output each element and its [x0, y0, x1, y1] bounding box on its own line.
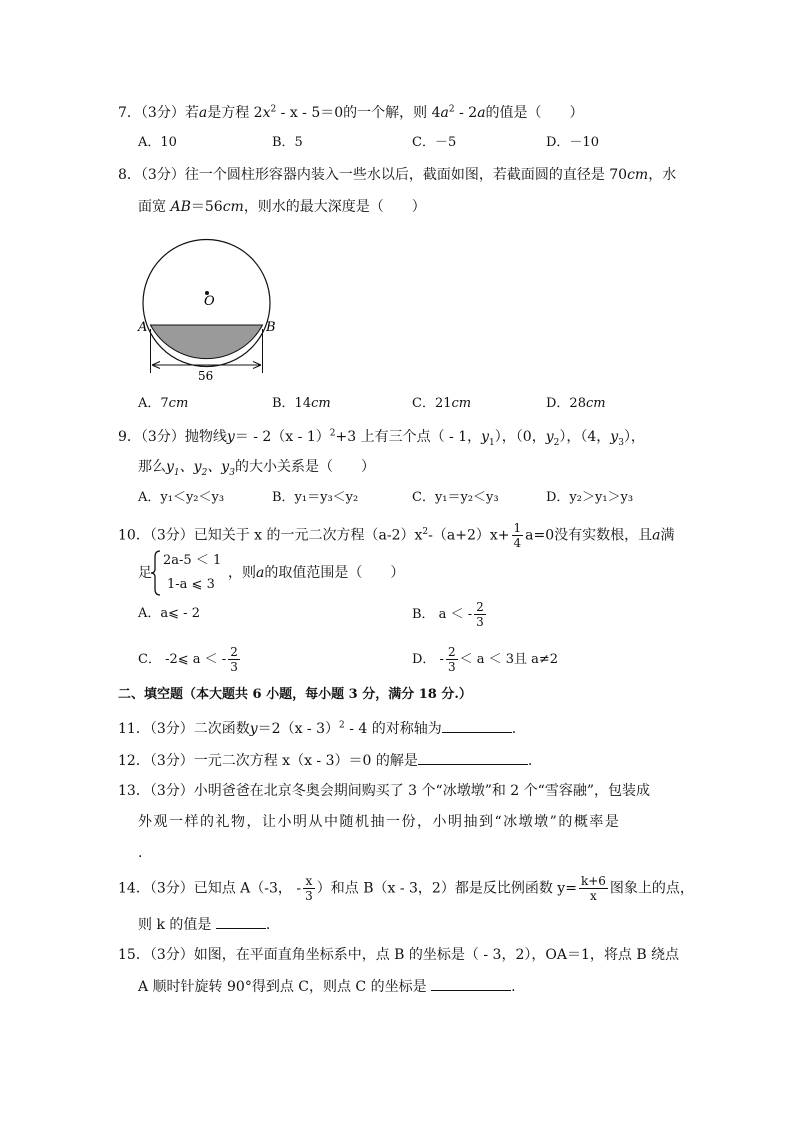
q10-option-b-num: 2 — [476, 600, 484, 614]
q7-stem-mid: 是方程 2 — [207, 105, 263, 121]
q10-line1c: a=0没有实数根，且 — [525, 527, 653, 544]
q8-option-b[interactable] — [272, 395, 331, 413]
q10-inequality-2: 1-a ⩽ 3 — [167, 577, 215, 592]
q10-var-a: a — [652, 527, 661, 544]
q7-stem-mid3: - 2 — [454, 105, 478, 121]
question-8 — [118, 165, 676, 185]
q8-line1a: （3分）往一个圆柱形容器内装入一些水以后，截面如图，若截面圆的直径是 70 — [140, 167, 628, 183]
question-9 — [118, 427, 645, 447]
q8-option-c-unit: cm — [451, 396, 472, 411]
q14-frac1-den: 3 — [305, 889, 313, 903]
q7-option-c[interactable]: C．－5 — [412, 135, 457, 150]
q10-option-d[interactable] — [412, 645, 558, 674]
q15-line2-text: A 顺时针旋转 90°得到点 C，则点 C 的坐标是 — [138, 979, 427, 995]
q10-line2-text: ，则 — [228, 565, 256, 581]
q15-answer-blank[interactable] — [431, 976, 511, 991]
q10-fraction — [512, 521, 524, 550]
q9-line2b: 的大小关系是（ ） — [234, 459, 375, 475]
q15-number: 15． — [118, 947, 150, 963]
q12-answer-blank[interactable] — [418, 750, 528, 765]
q10-option-d-text: D． - — [412, 652, 444, 667]
q10-brace — [150, 549, 162, 597]
q13-line2: 外观一样的礼物，让小明从中随机抽一份，小明抽到“冰墩墩”的概率是 — [138, 814, 621, 830]
q14-line1a: （3分）已知点 A（-3， - — [149, 880, 302, 897]
q8-option-b-unit: cm — [311, 396, 331, 411]
q8-line2 — [138, 197, 426, 217]
q10-option-d-post: ＜ a ＜ 3且 a≠2 — [459, 652, 559, 667]
q14-answer-blank[interactable] — [216, 914, 266, 929]
q14-line2 — [138, 914, 270, 935]
q8-option-c-value: C．21 — [412, 396, 452, 411]
question-15 — [118, 945, 679, 965]
q10-line1b: -（a+2）x+ — [428, 527, 510, 544]
label-o: O — [204, 294, 215, 309]
q14-frac1-num: x — [303, 874, 315, 889]
q10-satisfy: 足 — [138, 565, 152, 581]
q10-option-c-text: C． -2⩽ a ＜ - — [138, 652, 227, 667]
q12-number: 12． — [118, 753, 150, 769]
q9-line2 — [138, 457, 375, 477]
q10-square: 2 — [422, 526, 429, 537]
q9-option-d[interactable]: D．y₂＞y₁＞y₃ — [546, 490, 634, 505]
q8-option-d-unit: cm — [585, 396, 606, 411]
q10-option-c-frac — [228, 645, 240, 674]
q8-circle-figure — [130, 225, 290, 385]
q14-fraction-2 — [579, 874, 608, 903]
q11-number: 11． — [118, 721, 150, 737]
q8-option-c[interactable] — [412, 395, 471, 413]
q7-number: 7． — [118, 105, 141, 121]
q15-line2 — [138, 976, 516, 997]
q9-p4: ）， — [623, 429, 645, 445]
q9-sub2: 2 — [553, 437, 560, 448]
question-11 — [118, 718, 516, 739]
q14-frac2-num: k+6 — [580, 874, 606, 888]
q8-line2c: ，则水的最大深度是（ ） — [243, 199, 426, 215]
q14-line1c: 图象上的点， — [609, 880, 694, 897]
q8-option-a[interactable] — [138, 395, 188, 413]
q10-option-a[interactable]: A．a⩽ - 2 — [138, 606, 200, 621]
q11-var-y: y — [249, 721, 258, 737]
q8-unit1: cm — [627, 167, 649, 183]
q14-frac2-den: x — [590, 889, 597, 903]
q8-line2a: 面宽 — [138, 199, 171, 215]
q10-line1d: 满 — [660, 527, 675, 544]
q11-text-c: - 4 的对称轴为 — [344, 721, 442, 737]
q8-option-d-value: D．28 — [546, 396, 586, 411]
q7-square2: 2 — [448, 104, 455, 115]
q9-line1: （3分）抛物线 — [140, 429, 227, 445]
q9-option-a[interactable]: A．y₁＜y₂＜y₃ — [138, 490, 225, 505]
q10-frac-den: 4 — [513, 536, 522, 550]
q9-p3: ），（4， — [559, 429, 611, 445]
label-b: B — [266, 320, 276, 335]
question-13 — [118, 781, 650, 801]
question-12 — [118, 750, 532, 771]
q8-option-d[interactable] — [546, 395, 606, 413]
q8-line2b: ＝56 — [190, 199, 223, 215]
q10-option-b-text: B． a ＜ - — [412, 607, 473, 622]
q10-option-b-frac — [474, 600, 486, 629]
q14-line1b: ）和点 B（x - 3，2）都是反比例函数 y= — [316, 880, 577, 897]
q8-option-a-unit: cm — [168, 396, 189, 411]
q9-y2: y — [545, 429, 554, 445]
q7-option-b[interactable]: B．5 — [272, 135, 303, 150]
q15-line1: （3分）如图，在平面直角坐标系中，点 B 的坐标是（ - 3，2），OA＝1，将点 B 绕点 — [149, 947, 680, 963]
label-a: A — [138, 320, 148, 335]
q9-y3: y — [610, 429, 619, 445]
q7-stem-mid2: - x - 5＝0的一个解，则 4 — [276, 105, 441, 121]
q12-text: （3分）一元二次方程 x（x - 3）＝0 的解是 — [149, 753, 418, 769]
q9-line2a: 那么 — [138, 459, 166, 475]
q7-option-a[interactable]: A．10 — [138, 135, 177, 150]
q9-option-c[interactable]: C．y₁＝y₂＜y₃ — [412, 490, 499, 505]
q9-sub3: 3 — [618, 437, 624, 448]
q10-line1a: （3分）已知关于 x 的一元二次方程（a-2）x — [149, 527, 423, 544]
q9-rest: +3 上有三个点（ - 1， — [335, 429, 482, 445]
q14-fraction-1 — [303, 874, 315, 903]
q10-option-b[interactable] — [412, 600, 488, 629]
q9-var-y: y — [226, 429, 235, 445]
q13-line3-end: . — [138, 845, 143, 861]
q9-y1: y — [481, 429, 490, 445]
q11-end: . — [511, 721, 517, 737]
q7-var-a: a — [198, 105, 208, 121]
section-2-heading: 二、填空题（本大题共 6 小题，每小题 3 分，满分 18 分.） — [118, 687, 472, 702]
q9-y-list: $y_1$、$y_2$、$y_3$ — [166, 459, 235, 478]
q7-var-a2: a — [440, 105, 449, 121]
q10-frac-num: 1 — [513, 521, 522, 535]
q8-option-b-value: B．14 — [272, 396, 312, 411]
q13-number: 13． — [118, 783, 150, 799]
q8-number: 8． — [118, 167, 141, 183]
question-7 — [118, 103, 584, 123]
q14-number: 14． — [118, 880, 150, 897]
q10-number: 10． — [118, 527, 150, 544]
q12-end: . — [527, 753, 533, 769]
q11-answer-blank[interactable] — [442, 718, 512, 733]
q10-option-c-den: 3 — [230, 660, 238, 674]
q7-square: 2 — [270, 104, 277, 115]
q9-square: 2 — [329, 428, 336, 439]
q10-line2 — [228, 563, 404, 583]
q13-line1: （3分）小明爸爸在北京冬奥会期间购买了 3 个“冰墩墩”和 2 个“雪容融”，包装成 — [149, 783, 650, 799]
q14-line2a: 则 k 的值是 — [138, 917, 212, 933]
q15-end: . — [511, 979, 516, 995]
q9-number: 9． — [118, 429, 141, 445]
q7-stem-end: 的值是（ ） — [485, 105, 584, 121]
q9-p2: ），（0， — [494, 429, 546, 445]
q9-option-b[interactable]: B．y₁＝y₃＜y₂ — [272, 490, 359, 505]
q7-var-a3: a — [477, 105, 486, 121]
q10-inequality-1: 2a-5 ＜ 1 — [163, 553, 222, 568]
q10-option-d-frac — [446, 645, 458, 674]
q8-option-a-value: A．7 — [138, 396, 169, 411]
q10-option-d-den: 3 — [447, 660, 456, 674]
q8-line1b: ，水 — [648, 167, 677, 183]
question-14 — [118, 874, 694, 903]
q14-end: . — [265, 917, 271, 933]
q10-option-c-num: 2 — [230, 645, 238, 659]
q10-line2b: 的取值范围是（ ） — [264, 565, 405, 581]
label-56: 56 — [198, 369, 214, 383]
q10-option-d-num: 2 — [447, 645, 456, 659]
q8-ab: AB — [170, 199, 191, 215]
q11-square: 2 — [339, 720, 345, 731]
q10-option-c[interactable] — [138, 645, 242, 674]
q10-option-b-den: 3 — [476, 615, 484, 629]
q7-var-x: x — [262, 105, 271, 121]
q9-sub1: 1 — [489, 437, 495, 448]
q11-text-a: （3分）二次函数 — [149, 721, 250, 737]
q7-option-d[interactable]: D．－10 — [546, 135, 599, 150]
q9-eq: ＝ - 2（x - 1） — [234, 429, 330, 445]
q7-score: （3分）若 — [140, 105, 199, 121]
q8-unit2: cm — [222, 199, 244, 215]
question-10 — [118, 521, 674, 550]
q10-line2-a: a — [256, 565, 265, 581]
q11-text-b: ＝2（x - 3） — [257, 721, 340, 737]
q13-line3 — [138, 843, 142, 863]
